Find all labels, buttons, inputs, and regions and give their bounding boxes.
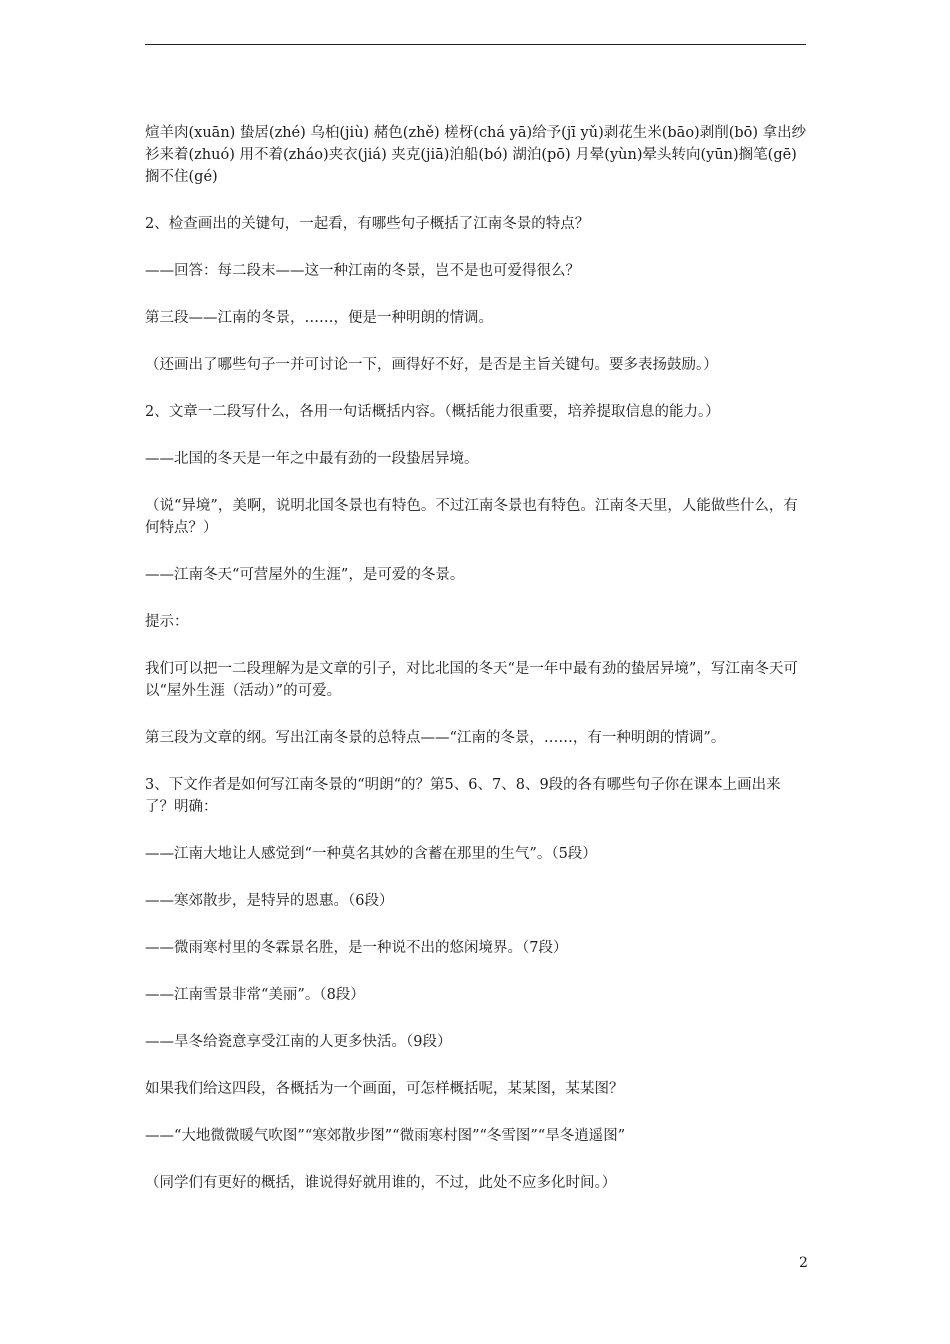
paragraph: 2、文章一二段写什么，各用一句话概括内容。（概括能力很重要，培养提取信息的能力。） [145, 404, 720, 420]
paragraph: 提示： [145, 614, 189, 630]
vocabulary-paragraph: 煊羊肉(xuān) 蛰居(zhé) 乌桕(jiù) 赭色(zhě) 槎枒(chá yā)给予(jī yǔ)剥花生米(bāo)剥削(bō) 拿出纱衫来着(zhuó) 用不着(zháo)夹衣(jiá) 夹克(jiā)泊船(bó) 湖泊(pō) 月晕(yùn)晕头转向(yūn)搁笔(gē) 搁不住(gé) [145, 125, 807, 185]
document-body [145, 122, 809, 1219]
paragraph: （说“异境”，美啊，说明北国冬景也有特色。不过江南冬景也有特色。江南冬天里，人能做些什么，有何特点？） [145, 498, 798, 536]
paragraph: 第三段为文章的纲。写出江南冬景的总特点——“江南的冬景，……，有一种明朗的情调”。 [145, 730, 726, 746]
paragraph: （还画出了哪些句子一并可讨论一下，画得好不好，是否是主旨关键句。要多表扬鼓励。） [145, 357, 718, 373]
paragraph: ——北国的冬天是一年之中最有劲的一段蛰居异境。 [145, 451, 479, 467]
paragraph: （同学们有更好的概括，谁说得好就用谁的，不过，此处不应多化时间。） [145, 1175, 617, 1191]
paragraph: ——寒郊散步，是特异的恩惠。（6段） [145, 893, 394, 909]
page-number: 2 [799, 1255, 808, 1271]
paragraph: ——江南雪景非常“美丽”。（8段） [145, 987, 365, 1003]
paragraph: 我们可以把一二段理解为是文章的引子，对比北国的冬天“是一年中最有劲的蛰居异境”，写江南冬天可以“屋外生涯（活动）”的可爱。 [145, 661, 798, 699]
paragraph: ——江南冬天“可营屋外的生涯”，是可爱的冬景。 [145, 567, 465, 583]
paragraph: 3、下文作者是如何写江南冬景的“明朗“的？第5、6、7、8、9段的各有哪些句子你在课本上画出来了？明确： [145, 777, 781, 815]
paragraph: ——“大地微微暖气吹图”“寒郊散步图”“微雨寒村图”“冬雪图”“旱冬逍遥图” [145, 1128, 626, 1144]
paragraph: ——微雨寒村里的冬霖景名胜，是一种说不出的悠闲境界。（7段） [145, 940, 568, 956]
paragraph: 如果我们给这四段，各概括为一个画面，可怎样概括呢，某某图，某某图？ [145, 1081, 624, 1097]
header-rule [145, 44, 806, 45]
paragraph: ——旱冬给瓷意享受江南的人更多快活。（9段） [145, 1034, 452, 1050]
paragraph: ——回答：每二段末——这一种江南的冬景，岂不是也可爱得很么？ [145, 263, 580, 279]
paragraph: 第三段——江南的冬景，……，便是一种明朗的情调。 [145, 310, 493, 326]
paragraph: ——江南大地让人感觉到“一种莫名其妙的含蓄在那里的生气”。（5段） [145, 846, 597, 862]
paragraph: 2、检查画出的关键句，一起看，有哪些句子概括了江南冬景的特点？ [145, 216, 590, 232]
